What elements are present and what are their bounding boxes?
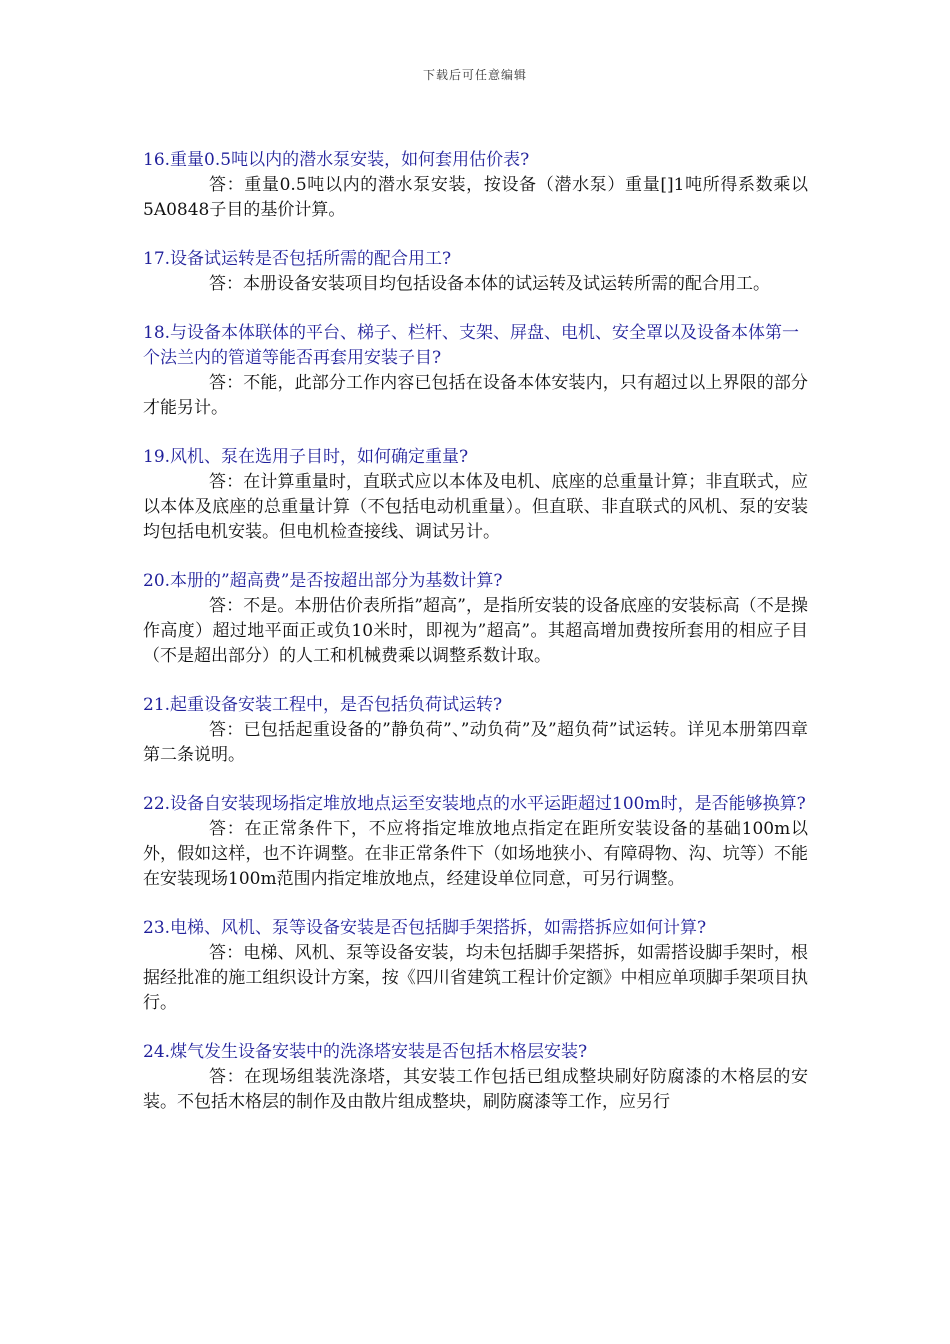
qa-item-23	[143, 916, 808, 1016]
question-23: 23.电梯、风机、泵等设备安装是否包括脚手架搭拆，如需搭拆应如何计算?	[143, 918, 707, 938]
question-22: 22.设备自安装现场指定堆放地点运至安装地点的水平运距超过100m时，是否能够换算?	[143, 794, 806, 814]
answer-24: 答：在现场组装洗涤塔，其安装工作包括已组成整块刷好防腐漆的木格层的安装。不包括木格层的制作及由散片组成整块，刷防腐漆等工作，应另行	[143, 1067, 808, 1112]
answer-16: 答：重量0.5吨以内的潜水泵安装，按设备（潜水泵）重量[]1吨所得系数乘以5A0848子目的基价计算。	[143, 175, 808, 220]
qa-item-19	[143, 445, 808, 545]
qa-list	[143, 148, 808, 1139]
answer-23: 答：电梯、风机、泵等设备安装，均未包括脚手架搭拆，如需搭设脚手架时，根据经批准的施工组织设计方案，按《四川省建筑工程计价定额》中相应单项脚手架项目执行。	[143, 943, 808, 1013]
qa-item-18	[143, 321, 808, 421]
question-19: 19.风机、泵在选用子目时，如何确定重量?	[143, 447, 469, 467]
question-18: 18.与设备本体联体的平台、梯子、栏杆、支架、屏盘、电机、安全罩以及设备本体第一个法兰内的管道等能否再套用安装子目?	[143, 323, 800, 368]
answer-21: 答：已包括起重设备的”静负荷”、”动负荷”及”超负荷”试运转。详见本册第四章第二条说明。	[143, 720, 808, 765]
qa-item-22	[143, 792, 808, 892]
answer-19: 答：在计算重量时，直联式应以本体及电机、底座的总重量计算；非直联式，应以本体及底座的总重量计算（不包括电动机重量）。但直联、非直联式的风机、泵的安装均包括电机安装。但电机检查接线、调试另计。	[143, 472, 808, 542]
qa-item-24	[143, 1040, 808, 1115]
answer-17: 答：本册设备安装项目均包括设备本体的试运转及试运转所需的配合用工。	[209, 274, 770, 294]
answer-22: 答：在正常条件下，不应将指定堆放地点指定在距所安装设备的基础100m以外，假如这样，也不许调整。在非正常条件下（如场地狭小、有障碍物、沟、坑等）不能在安装现场100m范围内指定堆放地点，经建设单位同意，可另行调整。	[143, 819, 808, 889]
question-21: 21.起重设备安装工程中，是否包括负荷试运转?	[143, 695, 503, 715]
question-16: 16.重量0.5吨以内的潜水泵安装，如何套用估价表?	[143, 150, 530, 170]
question-24: 24.煤气发生设备安装中的洗涤塔安装是否包括木格层安装?	[143, 1042, 588, 1062]
question-17: 17.设备试运转是否包括所需的配合用工?	[143, 249, 452, 269]
qa-item-21	[143, 693, 808, 768]
qa-item-20	[143, 569, 808, 669]
qa-item-17	[143, 247, 808, 297]
answer-18: 答：不能，此部分工作内容已包括在设备本体安装内，只有超过以上界限的部分才能另计。	[143, 373, 808, 418]
qa-item-16	[143, 148, 808, 223]
answer-20: 答：不是。本册估价表所指”超高”，是指所安装的设备底座的安装标高（不是操作高度）超过地平面正或负10米时，即视为”超高”。其超高增加费按所套用的相应子目（不是超出部分）的人工和机械费乘以调整系数计取。	[143, 596, 808, 666]
page-header: 下载后可任意编辑	[422, 68, 527, 82]
question-20: 20.本册的”超高费”是否按超出部分为基数计算?	[143, 571, 503, 591]
